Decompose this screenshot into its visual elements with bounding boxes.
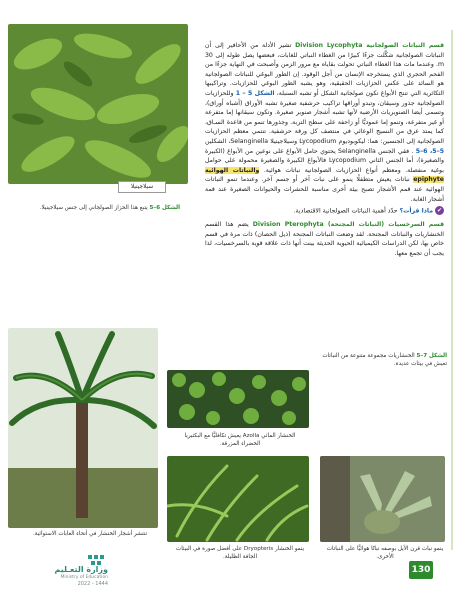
dryopteris-image <box>167 456 309 542</box>
main-text <box>205 41 444 259</box>
figure-6-5-text: يتبع هذا الحزاز الصولجاني إلى جنس سيلاجينيلا. <box>39 205 148 211</box>
lycophyta-p1-cont: وللحزازيات الصولجانية جذور وسيقان، وتبدو أوراقها تراكيب حرشفية صغيرة تشبه الأوراق (أشباه أوراق)، وتسمى أيضا الصنوبريات الأرضية لأنها تشبه أشجار صنوبر صغيرة. وتكون سيقانها إما متفرعة أو غير متفرعة، وتنمو إما عموديًّا أو زاحفة على سطح التربة. وجذورها تنمو من قاعدة السـاق، كما يمتد عرق من النسيج الوعائي في منتصف كل ورقة حرشفية. تنتمي معظم الحزازيات الصولجانية إلى الجنسين: <box>205 89 444 145</box>
dryopteris-caption <box>175 545 305 561</box>
azolla-caption-text: الخنشار المائي Azolla يعيش تكافليًّا مع البكتيريا الخضراء المزرقة. <box>184 433 296 448</box>
staghorn-photo <box>320 456 445 542</box>
mada-question: حدّد أهمية النباتات الصولجانية الاقتصادية. <box>293 207 398 215</box>
lycophyta-genera: هما: ليكوبوديوم Lycopodium وسيلاجينيلا Selanginella، الشكلين <box>205 137 379 145</box>
tree-fern-caption-text: تنتشر أشجار الخنشار في أنحاء الغابات الاستوائية. <box>32 531 148 537</box>
staghorn-caption-text: ينمو نبات قرن الأيل بوصفه نباتًا هوائيًّا على النباتات الأخرى. <box>326 546 444 561</box>
top-strip <box>0 0 474 16</box>
check-icon: ✔ <box>436 207 443 215</box>
pterophyta-heading: قسم السرخسيات (النباتات المجنحة) Division Pterophyta <box>252 221 445 229</box>
figure-7-5-label: الشكل 7–5 <box>416 353 447 359</box>
staghorn-image <box>320 456 445 542</box>
azolla-photo <box>167 370 309 428</box>
tree-fern-photo <box>8 328 158 528</box>
ministry-arabic: وزارة التعـليم <box>54 565 108 574</box>
azolla-image <box>167 370 309 428</box>
figure-6-5-label: الشكل 6–5 <box>149 205 180 211</box>
epiphyte-term: والنباتات الهوائية epiphyte <box>205 166 444 184</box>
ministry-year: 2022 - 1444 <box>77 581 108 587</box>
lycophyta-p2: . فقي الجنس Selanginella يحتوي حامل الأبواغ على نوعين من الأبواغ (الكبيرة والصغيرة)، أما الجنس الثاني Lycopodium فالأبواغ الكبيرة والصغيرة محمولة على حوامل بوغية منفصلة. ومعظم أنواع الحزازيات الصولجانية نباتات هوائية. <box>205 147 444 174</box>
ministry-english: Ministry of Education <box>60 575 108 580</box>
lycophyta-p3: نباتات يعيش متطفلًا ينمو على نبات آخر أو جسم آخر. وعندما تنمو النباتات الهوائية عند قمم الأشجار تصبح بيئة أخرى مناسبة للحشرات والحيوانات الصغيرة عند قمة أشجار الغابة. <box>205 176 444 203</box>
page-number: 130 <box>409 561 433 579</box>
selaginella-photo <box>8 24 188 184</box>
figure-7-5-caption <box>322 352 447 368</box>
lycophyta-p1: تشير الأدلة من الأحافير إلى أن النباتات الصولجانية شكَّلت جزءًا كبيرًا من الغطاء النباتي للغابات، فبعضها يصل طوله إلى 30 m. وعندما مات هذا الغطاء النباتي تحولت بقاياه مع مرور الزمن وأصبحت في النهاية جزءًا من الفحم الحجري الذي يستخرجه الإنسان من أجل الوقود. إن الطور البوغي للنباتات الصولجانية هو السائد على عكس الحزازيات الحقيقية، وهو يشبه الطور البوغي للحزازيات. وتراكيبها التكاثرية التي تنتج الأبواغ تكون صولجانية الشكل أو تشبه السنبلة، <box>205 42 445 97</box>
figure-7-5-text: الخنشاريات مجموعة متنوعة من النباتات تعيش في بيئات عديدة. <box>322 353 447 368</box>
fig-ref-5-5-6-5: 5–5، 6–5 <box>415 147 444 155</box>
fig-ref-5-1: الشكل 5 – 1 <box>235 89 275 97</box>
selaginella-label: سيلاجينيلا <box>130 184 154 190</box>
lycophyta-heading: قسم النباتات الصولجانية Division Lycophyta <box>295 42 445 49</box>
tree-fern-caption <box>30 530 150 538</box>
pterophyta-p1: يضم هذا القسم الخنشاريات والنباتات المجنحة. لقد وضعت النباتات المجنحة (ذيل الحصان) ذات مرة في قسم خاص بها، لكن الدراسات الكيميائية الحيوية الحديثة بينت أنها ذات علاقة قوية بالسرخسيات، لذا يجب أن تجمع معها. <box>205 221 444 257</box>
mada-line <box>205 206 444 216</box>
figure-6-5-caption <box>10 204 180 212</box>
staghorn-caption <box>325 545 445 561</box>
azolla-caption <box>175 432 305 448</box>
mada-label: ماذا قرأت؟ <box>399 207 434 215</box>
ministry-logo <box>30 553 110 587</box>
dryopteris-photo <box>167 456 309 542</box>
dryopteris-caption-text: ينمو الخنشار Dryopteris على أفضل صورة في البيئات الجافة الظليلة. <box>175 546 305 561</box>
selaginella-image <box>8 24 188 184</box>
tree-fern-image <box>8 328 158 528</box>
selaginella-label-box <box>118 181 166 193</box>
margin-line <box>451 30 453 550</box>
pterophyta-section <box>205 220 444 258</box>
